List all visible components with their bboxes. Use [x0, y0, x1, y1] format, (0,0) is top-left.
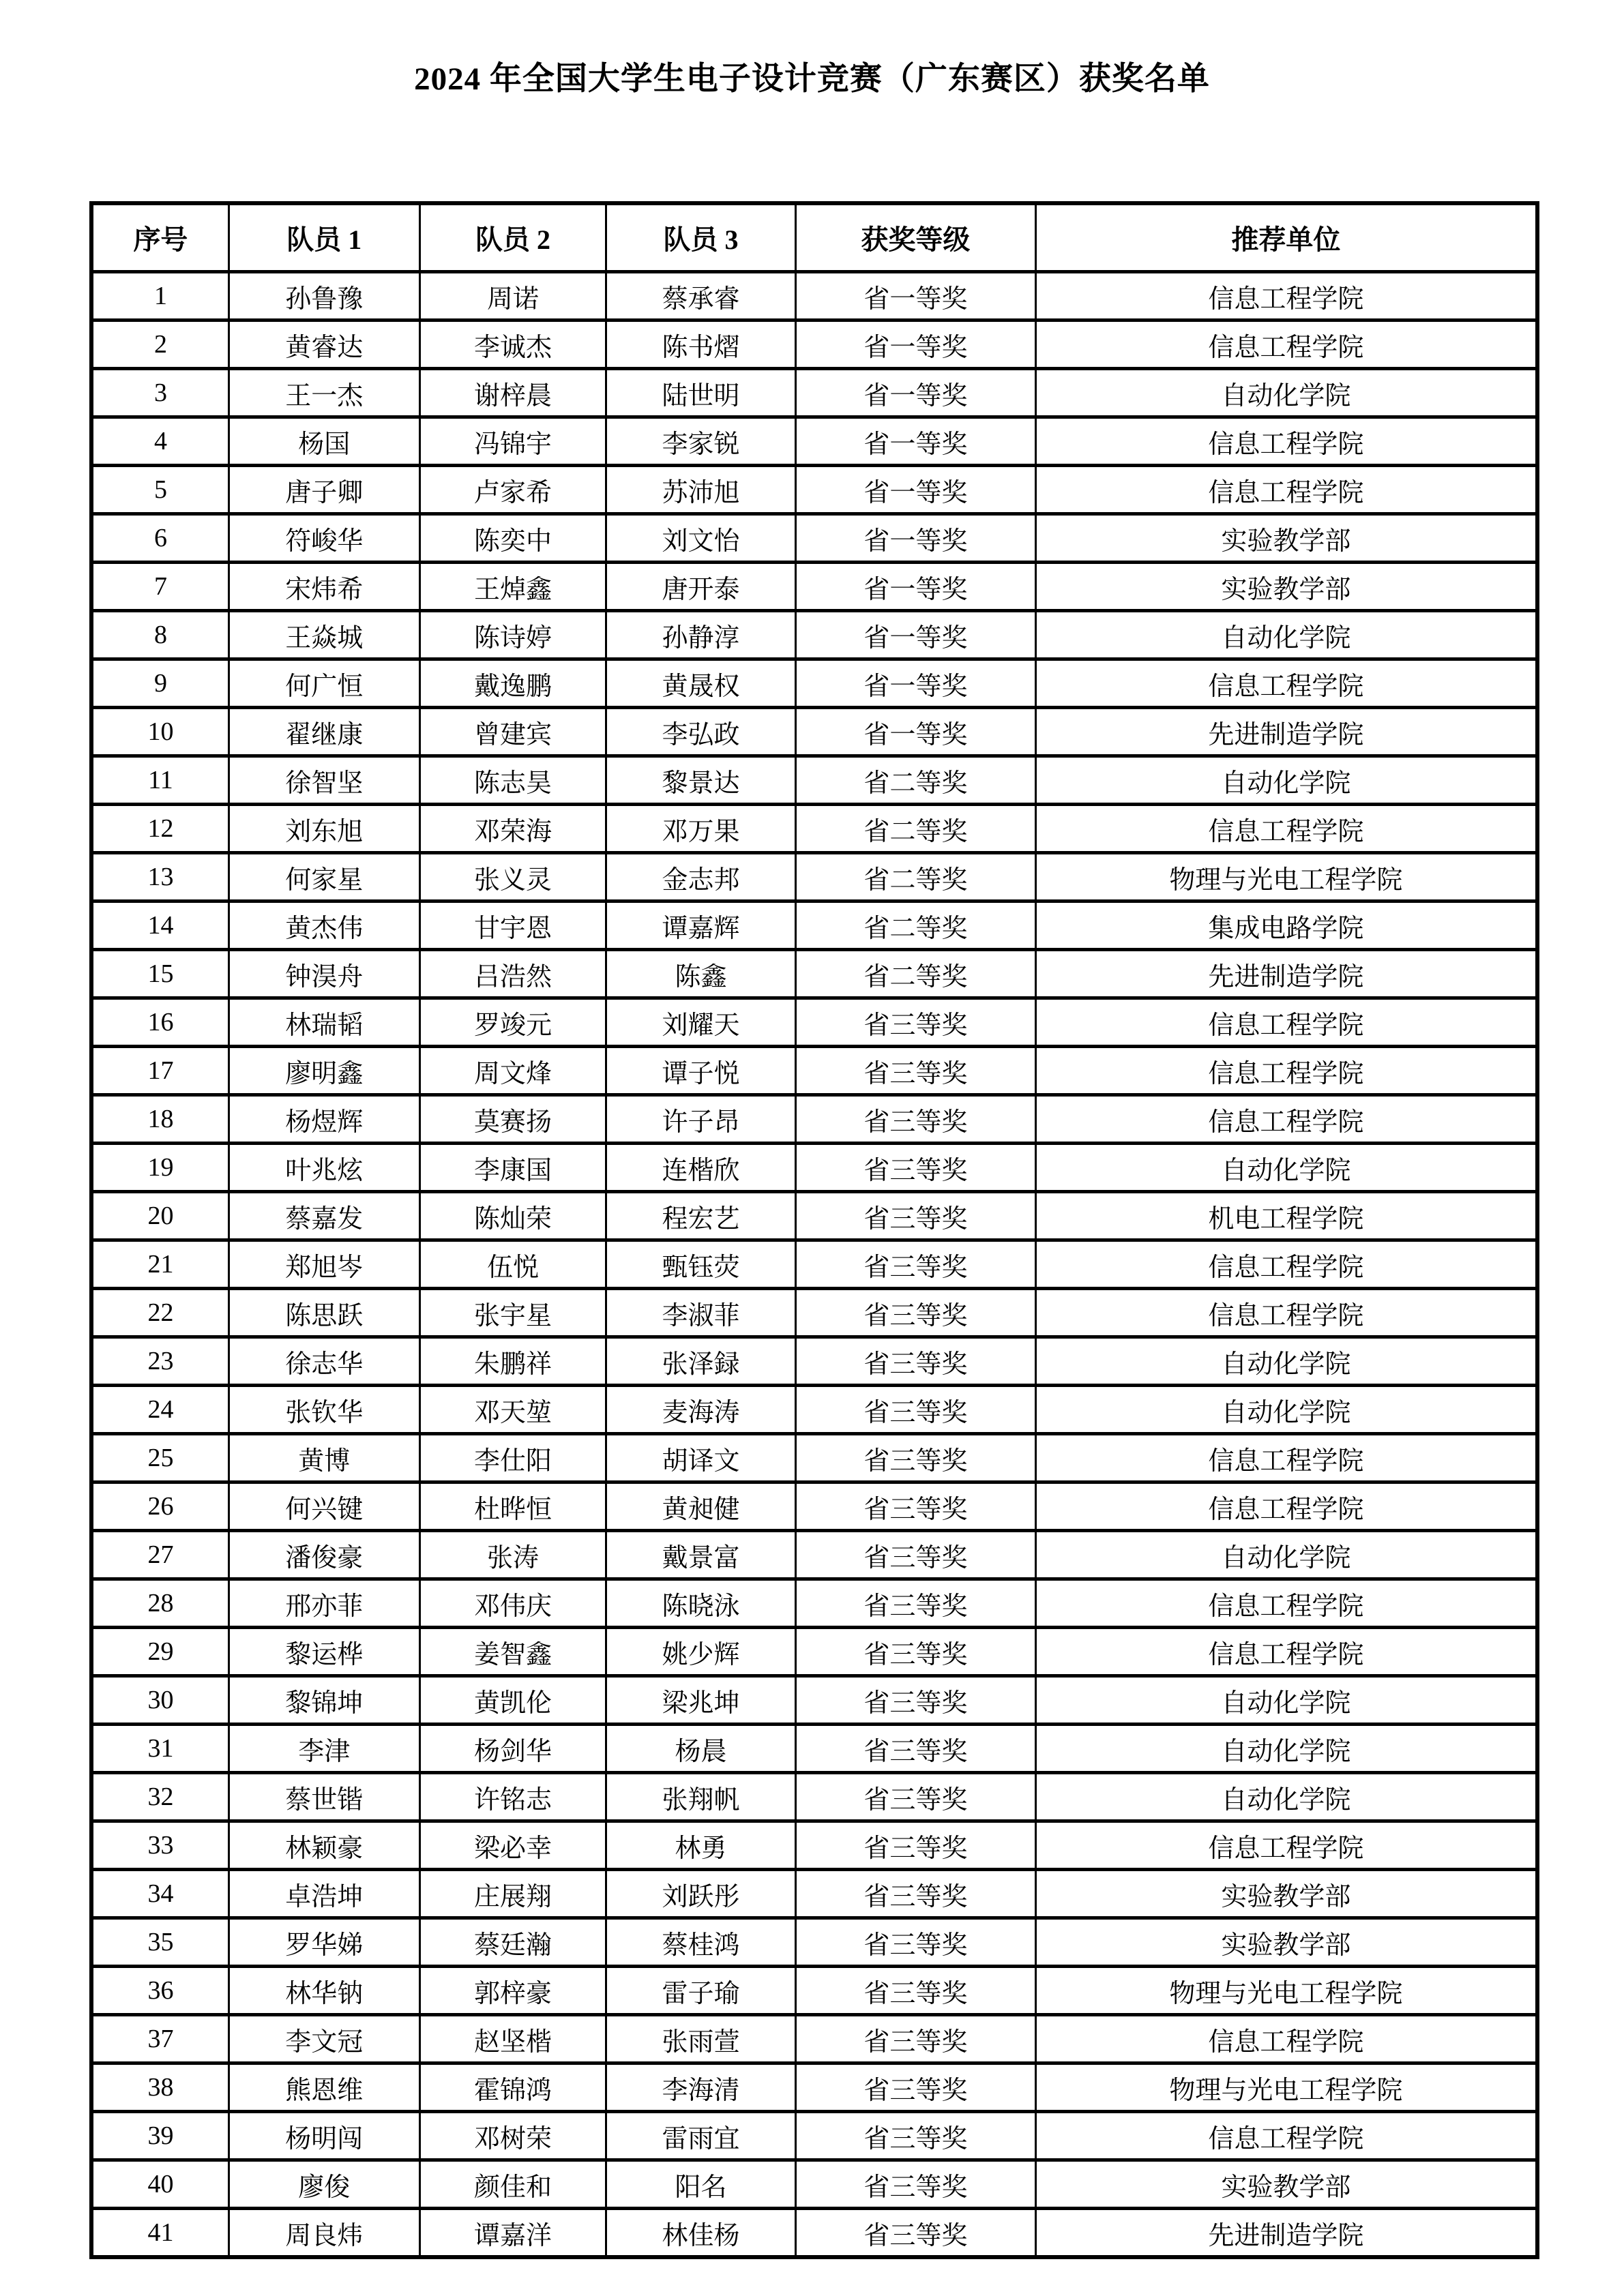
cell-member1: 廖明鑫: [228, 1047, 419, 1095]
table-row: [91, 417, 1537, 466]
cell-member2: 庄展翔: [419, 1870, 606, 1918]
cell-award: 省二等奖: [795, 853, 1035, 901]
cell-award: 省三等奖: [795, 1821, 1035, 1870]
cell-organization: 自动化学院: [1035, 1531, 1537, 1579]
cell-member1: 徐智坚: [228, 756, 419, 805]
cell-organization: 信息工程学院: [1035, 417, 1537, 466]
cell-member3: 刘耀天: [606, 998, 796, 1047]
cell-member3: 刘跃彤: [606, 1870, 796, 1918]
cell-award: 省一等奖: [795, 611, 1035, 659]
cell-award: 省三等奖: [795, 2063, 1035, 2112]
cell-member2: 陈志昊: [419, 756, 606, 805]
cell-award: 省三等奖: [795, 1095, 1035, 1144]
cell-member2: 姜智鑫: [419, 1628, 606, 1676]
cell-award: 省三等奖: [795, 1289, 1035, 1337]
cell-member1: 钟淏舟: [228, 950, 419, 998]
table-header-row: [91, 203, 1537, 272]
table-row: [91, 466, 1537, 514]
cell-organization: 先进制造学院: [1035, 2209, 1537, 2258]
cell-member3: 张雨萱: [606, 2015, 796, 2063]
cell-organization: 实验教学部: [1035, 2160, 1537, 2209]
cell-index: 8: [91, 611, 228, 659]
cell-member3: 戴景富: [606, 1531, 796, 1579]
cell-member2: 卢家希: [419, 466, 606, 514]
cell-member1: 黎运桦: [228, 1628, 419, 1676]
cell-member3: 刘文怡: [606, 514, 796, 563]
table-row: [91, 1579, 1537, 1628]
cell-member3: 连楷欣: [606, 1144, 796, 1192]
cell-award: 省三等奖: [795, 998, 1035, 1047]
cell-index: 39: [91, 2112, 228, 2160]
cell-member3: 胡译文: [606, 1434, 796, 1482]
cell-index: 34: [91, 1870, 228, 1918]
table-row: [91, 563, 1537, 611]
cell-member3: 黄昶健: [606, 1482, 796, 1531]
cell-organization: 实验教学部: [1035, 514, 1537, 563]
cell-member3: 黄晟权: [606, 659, 796, 708]
cell-organization: 信息工程学院: [1035, 1628, 1537, 1676]
cell-award: 省三等奖: [795, 1337, 1035, 1386]
cell-member2: 周文烽: [419, 1047, 606, 1095]
cell-member1: 唐子卿: [228, 466, 419, 514]
cell-member3: 杨晨: [606, 1725, 796, 1773]
cell-member2: 梁必幸: [419, 1821, 606, 1870]
cell-member1: 潘俊豪: [228, 1531, 419, 1579]
cell-member2: 吕浩然: [419, 950, 606, 998]
cell-member1: 宋炜希: [228, 563, 419, 611]
cell-member3: 李淑菲: [606, 1289, 796, 1337]
cell-member1: 徐志华: [228, 1337, 419, 1386]
cell-award: 省二等奖: [795, 901, 1035, 950]
table-row: [91, 1773, 1537, 1821]
cell-award: 省一等奖: [795, 320, 1035, 369]
cell-organization: 先进制造学院: [1035, 708, 1537, 756]
cell-organization: 自动化学院: [1035, 1676, 1537, 1725]
cell-member2: 甘宇恩: [419, 901, 606, 950]
cell-member3: 蔡承睿: [606, 272, 796, 320]
cell-award: 省三等奖: [795, 1918, 1035, 1967]
table-row: [91, 2209, 1537, 2258]
table-row: [91, 998, 1537, 1047]
cell-index: 37: [91, 2015, 228, 2063]
cell-award: 省三等奖: [795, 1047, 1035, 1095]
cell-member3: 程宏艺: [606, 1192, 796, 1240]
cell-member1: 林华钠: [228, 1967, 419, 2015]
cell-organization: 自动化学院: [1035, 611, 1537, 659]
cell-organization: 实验教学部: [1035, 563, 1537, 611]
cell-organization: 先进制造学院: [1035, 950, 1537, 998]
cell-member2: 王焯鑫: [419, 563, 606, 611]
table-row: [91, 1967, 1537, 2015]
cell-index: 21: [91, 1240, 228, 1289]
cell-index: 7: [91, 563, 228, 611]
cell-member1: 黄博: [228, 1434, 419, 1482]
cell-index: 38: [91, 2063, 228, 2112]
cell-award: 省三等奖: [795, 1482, 1035, 1531]
cell-award: 省三等奖: [795, 2112, 1035, 2160]
cell-organization: 自动化学院: [1035, 1773, 1537, 1821]
cell-award: 省一等奖: [795, 563, 1035, 611]
cell-award: 省三等奖: [795, 1773, 1035, 1821]
cell-member2: 戴逸鹏: [419, 659, 606, 708]
table-row: [91, 901, 1537, 950]
cell-member3: 甄钰荧: [606, 1240, 796, 1289]
cell-member1: 周良炜: [228, 2209, 419, 2258]
cell-member1: 刘东旭: [228, 805, 419, 853]
cell-member3: 邓万果: [606, 805, 796, 853]
table-row: [91, 1240, 1537, 1289]
cell-award: 省三等奖: [795, 1628, 1035, 1676]
cell-member2: 邓荣海: [419, 805, 606, 853]
cell-member1: 罗华娣: [228, 1918, 419, 1967]
cell-index: 40: [91, 2160, 228, 2209]
table-row: [91, 2063, 1537, 2112]
cell-member2: 伍悦: [419, 1240, 606, 1289]
cell-index: 11: [91, 756, 228, 805]
cell-member3: 阳名: [606, 2160, 796, 2209]
cell-index: 2: [91, 320, 228, 369]
cell-organization: 信息工程学院: [1035, 1482, 1537, 1531]
cell-member2: 张涛: [419, 1531, 606, 1579]
cell-member2: 冯锦宇: [419, 417, 606, 466]
cell-member1: 蔡世锴: [228, 1773, 419, 1821]
cell-award: 省二等奖: [795, 950, 1035, 998]
cell-award: 省三等奖: [795, 2209, 1035, 2258]
cell-index: 41: [91, 2209, 228, 2258]
cell-member2: 罗竣元: [419, 998, 606, 1047]
cell-organization: 机电工程学院: [1035, 1192, 1537, 1240]
cell-organization: 信息工程学院: [1035, 1095, 1537, 1144]
table-body: [91, 272, 1537, 2258]
cell-organization: 信息工程学院: [1035, 1047, 1537, 1095]
table-row: [91, 1047, 1537, 1095]
cell-member1: 张钦华: [228, 1386, 419, 1434]
cell-member2: 曾建宾: [419, 708, 606, 756]
table-row: [91, 1337, 1537, 1386]
cell-member2: 黄凯伦: [419, 1676, 606, 1725]
cell-member3: 苏沛旭: [606, 466, 796, 514]
cell-index: 28: [91, 1579, 228, 1628]
cell-member3: 李家锐: [606, 417, 796, 466]
cell-index: 22: [91, 1289, 228, 1337]
cell-member2: 张义灵: [419, 853, 606, 901]
cell-member2: 陈诗婷: [419, 611, 606, 659]
table-row: [91, 1095, 1537, 1144]
cell-index: 30: [91, 1676, 228, 1725]
cell-member1: 蔡嘉发: [228, 1192, 419, 1240]
cell-member3: 孙静淳: [606, 611, 796, 659]
table-row: [91, 2160, 1537, 2209]
cell-index: 16: [91, 998, 228, 1047]
table-row: [91, 853, 1537, 901]
table-row: [91, 1144, 1537, 1192]
cell-member2: 李仕阳: [419, 1434, 606, 1482]
table-row: [91, 2015, 1537, 2063]
cell-member2: 许铭志: [419, 1773, 606, 1821]
cell-member1: 林颖豪: [228, 1821, 419, 1870]
cell-organization: 信息工程学院: [1035, 998, 1537, 1047]
cell-member2: 杜晔恒: [419, 1482, 606, 1531]
cell-award: 省三等奖: [795, 1240, 1035, 1289]
cell-organization: 物理与光电工程学院: [1035, 2063, 1537, 2112]
cell-member3: 姚少辉: [606, 1628, 796, 1676]
cell-organization: 信息工程学院: [1035, 805, 1537, 853]
header-cell: 队员 2: [419, 203, 606, 272]
cell-member1: 卓浩坤: [228, 1870, 419, 1918]
cell-member2: 陈灿荣: [419, 1192, 606, 1240]
cell-index: 10: [91, 708, 228, 756]
cell-organization: 信息工程学院: [1035, 1289, 1537, 1337]
cell-member1: 李津: [228, 1725, 419, 1773]
cell-member3: 雷雨宜: [606, 2112, 796, 2160]
cell-index: 29: [91, 1628, 228, 1676]
cell-index: 9: [91, 659, 228, 708]
cell-award: 省二等奖: [795, 756, 1035, 805]
cell-member3: 谭子悦: [606, 1047, 796, 1095]
cell-organization: 信息工程学院: [1035, 1579, 1537, 1628]
cell-award: 省三等奖: [795, 1144, 1035, 1192]
cell-organization: 信息工程学院: [1035, 1434, 1537, 1482]
cell-index: 31: [91, 1725, 228, 1773]
cell-award: 省一等奖: [795, 514, 1035, 563]
cell-award: 省一等奖: [795, 272, 1035, 320]
header-cell: 队员 3: [606, 203, 796, 272]
cell-member2: 郭梓豪: [419, 1967, 606, 2015]
cell-member2: 邓天堃: [419, 1386, 606, 1434]
header-cell: 队员 1: [228, 203, 419, 272]
cell-organization: 实验教学部: [1035, 1870, 1537, 1918]
cell-member3: 林佳杨: [606, 2209, 796, 2258]
header-cell: 获奖等级: [795, 203, 1035, 272]
cell-member3: 许子昂: [606, 1095, 796, 1144]
cell-organization: 集成电路学院: [1035, 901, 1537, 950]
cell-member1: 王焱城: [228, 611, 419, 659]
cell-member1: 廖俊: [228, 2160, 419, 2209]
cell-member3: 陈书熠: [606, 320, 796, 369]
table-row: [91, 1289, 1537, 1337]
cell-member1: 林瑞韬: [228, 998, 419, 1047]
cell-index: 20: [91, 1192, 228, 1240]
cell-organization: 实验教学部: [1035, 1918, 1537, 1967]
cell-organization: 信息工程学院: [1035, 2112, 1537, 2160]
cell-member1: 王一杰: [228, 369, 419, 417]
cell-member3: 梁兆坤: [606, 1676, 796, 1725]
table-row: [91, 1434, 1537, 1482]
cell-organization: 自动化学院: [1035, 756, 1537, 805]
cell-index: 18: [91, 1095, 228, 1144]
cell-member1: 郑旭岑: [228, 1240, 419, 1289]
cell-award: 省二等奖: [795, 805, 1035, 853]
table-row: [91, 708, 1537, 756]
cell-index: 26: [91, 1482, 228, 1531]
cell-member3: 张翔帆: [606, 1773, 796, 1821]
table-row: [91, 1628, 1537, 1676]
cell-index: 15: [91, 950, 228, 998]
table-row: [91, 1918, 1537, 1967]
page-title: 2024 年全国大学生电子设计竞赛（广东赛区）获奖名单: [414, 61, 1210, 97]
cell-member2: 周诺: [419, 272, 606, 320]
cell-member2: 颜佳和: [419, 2160, 606, 2209]
cell-award: 省一等奖: [795, 659, 1035, 708]
cell-member3: 蔡桂鸿: [606, 1918, 796, 1967]
cell-award: 省三等奖: [795, 1725, 1035, 1773]
cell-member2: 谭嘉洋: [419, 2209, 606, 2258]
cell-member1: 黄睿达: [228, 320, 419, 369]
cell-member1: 熊恩维: [228, 2063, 419, 2112]
cell-member1: 黄杰伟: [228, 901, 419, 950]
cell-member2: 赵坚楷: [419, 2015, 606, 2063]
header-cell: 序号: [91, 203, 228, 272]
awards-table: [89, 201, 1539, 2259]
table-row: [91, 320, 1537, 369]
cell-member1: 陈思跃: [228, 1289, 419, 1337]
cell-index: 6: [91, 514, 228, 563]
cell-organization: 自动化学院: [1035, 1337, 1537, 1386]
cell-member1: 黎锦坤: [228, 1676, 419, 1725]
cell-organization: 信息工程学院: [1035, 659, 1537, 708]
cell-organization: 物理与光电工程学院: [1035, 853, 1537, 901]
table-row: [91, 950, 1537, 998]
cell-member2: 李诚杰: [419, 320, 606, 369]
cell-index: 12: [91, 805, 228, 853]
cell-organization: 信息工程学院: [1035, 320, 1537, 369]
cell-member1: 何兴键: [228, 1482, 419, 1531]
cell-member2: 陈奕中: [419, 514, 606, 563]
cell-member3: 雷子瑜: [606, 1967, 796, 2015]
cell-index: 3: [91, 369, 228, 417]
table-row: [91, 1531, 1537, 1579]
header-cell: 推荐单位: [1035, 203, 1537, 272]
cell-member3: 金志邦: [606, 853, 796, 901]
cell-member1: 杨煜辉: [228, 1095, 419, 1144]
cell-member3: 李海清: [606, 2063, 796, 2112]
cell-award: 省三等奖: [795, 1192, 1035, 1240]
cell-award: 省三等奖: [795, 1967, 1035, 2015]
cell-member3: 李弘政: [606, 708, 796, 756]
cell-member1: 叶兆炫: [228, 1144, 419, 1192]
cell-index: 32: [91, 1773, 228, 1821]
cell-member3: 张泽録: [606, 1337, 796, 1386]
cell-member2: 张宇星: [419, 1289, 606, 1337]
cell-member3: 陈晓泳: [606, 1579, 796, 1628]
cell-index: 13: [91, 853, 228, 901]
cell-index: 1: [91, 272, 228, 320]
cell-index: 17: [91, 1047, 228, 1095]
table-row: [91, 1386, 1537, 1434]
cell-member2: 霍锦鸿: [419, 2063, 606, 2112]
cell-member1: 杨明闯: [228, 2112, 419, 2160]
cell-member3: 谭嘉辉: [606, 901, 796, 950]
cell-member1: 何家星: [228, 853, 419, 901]
cell-organization: 信息工程学院: [1035, 2015, 1537, 2063]
cell-award: 省三等奖: [795, 1434, 1035, 1482]
cell-award: 省一等奖: [795, 369, 1035, 417]
table-row: [91, 805, 1537, 853]
table-row: [91, 272, 1537, 320]
cell-member2: 杨剑华: [419, 1725, 606, 1773]
cell-organization: 信息工程学院: [1035, 1821, 1537, 1870]
cell-organization: 信息工程学院: [1035, 466, 1537, 514]
table-row: [91, 1676, 1537, 1725]
cell-award: 省三等奖: [795, 1531, 1035, 1579]
cell-member3: 唐开泰: [606, 563, 796, 611]
cell-member2: 李康国: [419, 1144, 606, 1192]
cell-organization: 自动化学院: [1035, 1725, 1537, 1773]
table-row: [91, 514, 1537, 563]
cell-index: 19: [91, 1144, 228, 1192]
cell-member3: 林勇: [606, 1821, 796, 1870]
cell-award: 省一等奖: [795, 417, 1035, 466]
cell-member2: 莫赛扬: [419, 1095, 606, 1144]
cell-member2: 邓树荣: [419, 2112, 606, 2160]
cell-index: 5: [91, 466, 228, 514]
cell-member2: 蔡廷瀚: [419, 1918, 606, 1967]
cell-organization: 信息工程学院: [1035, 272, 1537, 320]
cell-award: 省三等奖: [795, 1579, 1035, 1628]
cell-member1: 邢亦菲: [228, 1579, 419, 1628]
cell-member2: 朱鹏祥: [419, 1337, 606, 1386]
table-row: [91, 1192, 1537, 1240]
cell-index: 23: [91, 1337, 228, 1386]
cell-index: 4: [91, 417, 228, 466]
cell-index: 35: [91, 1918, 228, 1967]
table-row: [91, 1482, 1537, 1531]
cell-organization: 自动化学院: [1035, 369, 1537, 417]
table-row: [91, 611, 1537, 659]
table-row: [91, 1821, 1537, 1870]
cell-member1: 符峻华: [228, 514, 419, 563]
table-row: [91, 659, 1537, 708]
cell-award: 省三等奖: [795, 1676, 1035, 1725]
cell-index: 27: [91, 1531, 228, 1579]
cell-member3: 陈鑫: [606, 950, 796, 998]
table-row: [91, 1725, 1537, 1773]
table-row: [91, 369, 1537, 417]
cell-organization: 自动化学院: [1035, 1144, 1537, 1192]
cell-member1: 李文冠: [228, 2015, 419, 2063]
cell-award: 省三等奖: [795, 1870, 1035, 1918]
cell-member2: 谢梓晨: [419, 369, 606, 417]
cell-award: 省一等奖: [795, 466, 1035, 514]
cell-index: 36: [91, 1967, 228, 2015]
cell-award: 省一等奖: [795, 708, 1035, 756]
table-row: [91, 1870, 1537, 1918]
cell-organization: 物理与光电工程学院: [1035, 1967, 1537, 2015]
cell-organization: 信息工程学院: [1035, 1240, 1537, 1289]
cell-member3: 陆世明: [606, 369, 796, 417]
table-row: [91, 756, 1537, 805]
cell-member3: 麦海涛: [606, 1386, 796, 1434]
cell-index: 25: [91, 1434, 228, 1482]
cell-member2: 邓伟庆: [419, 1579, 606, 1628]
cell-member1: 何广恒: [228, 659, 419, 708]
table-row: [91, 2112, 1537, 2160]
cell-index: 14: [91, 901, 228, 950]
cell-member3: 黎景达: [606, 756, 796, 805]
cell-member1: 杨国: [228, 417, 419, 466]
cell-index: 33: [91, 1821, 228, 1870]
cell-organization: 自动化学院: [1035, 1386, 1537, 1434]
cell-member1: 孙鲁豫: [228, 272, 419, 320]
cell-award: 省三等奖: [795, 1386, 1035, 1434]
cell-award: 省三等奖: [795, 2015, 1035, 2063]
cell-member1: 翟继康: [228, 708, 419, 756]
cell-award: 省三等奖: [795, 2160, 1035, 2209]
cell-index: 24: [91, 1386, 228, 1434]
